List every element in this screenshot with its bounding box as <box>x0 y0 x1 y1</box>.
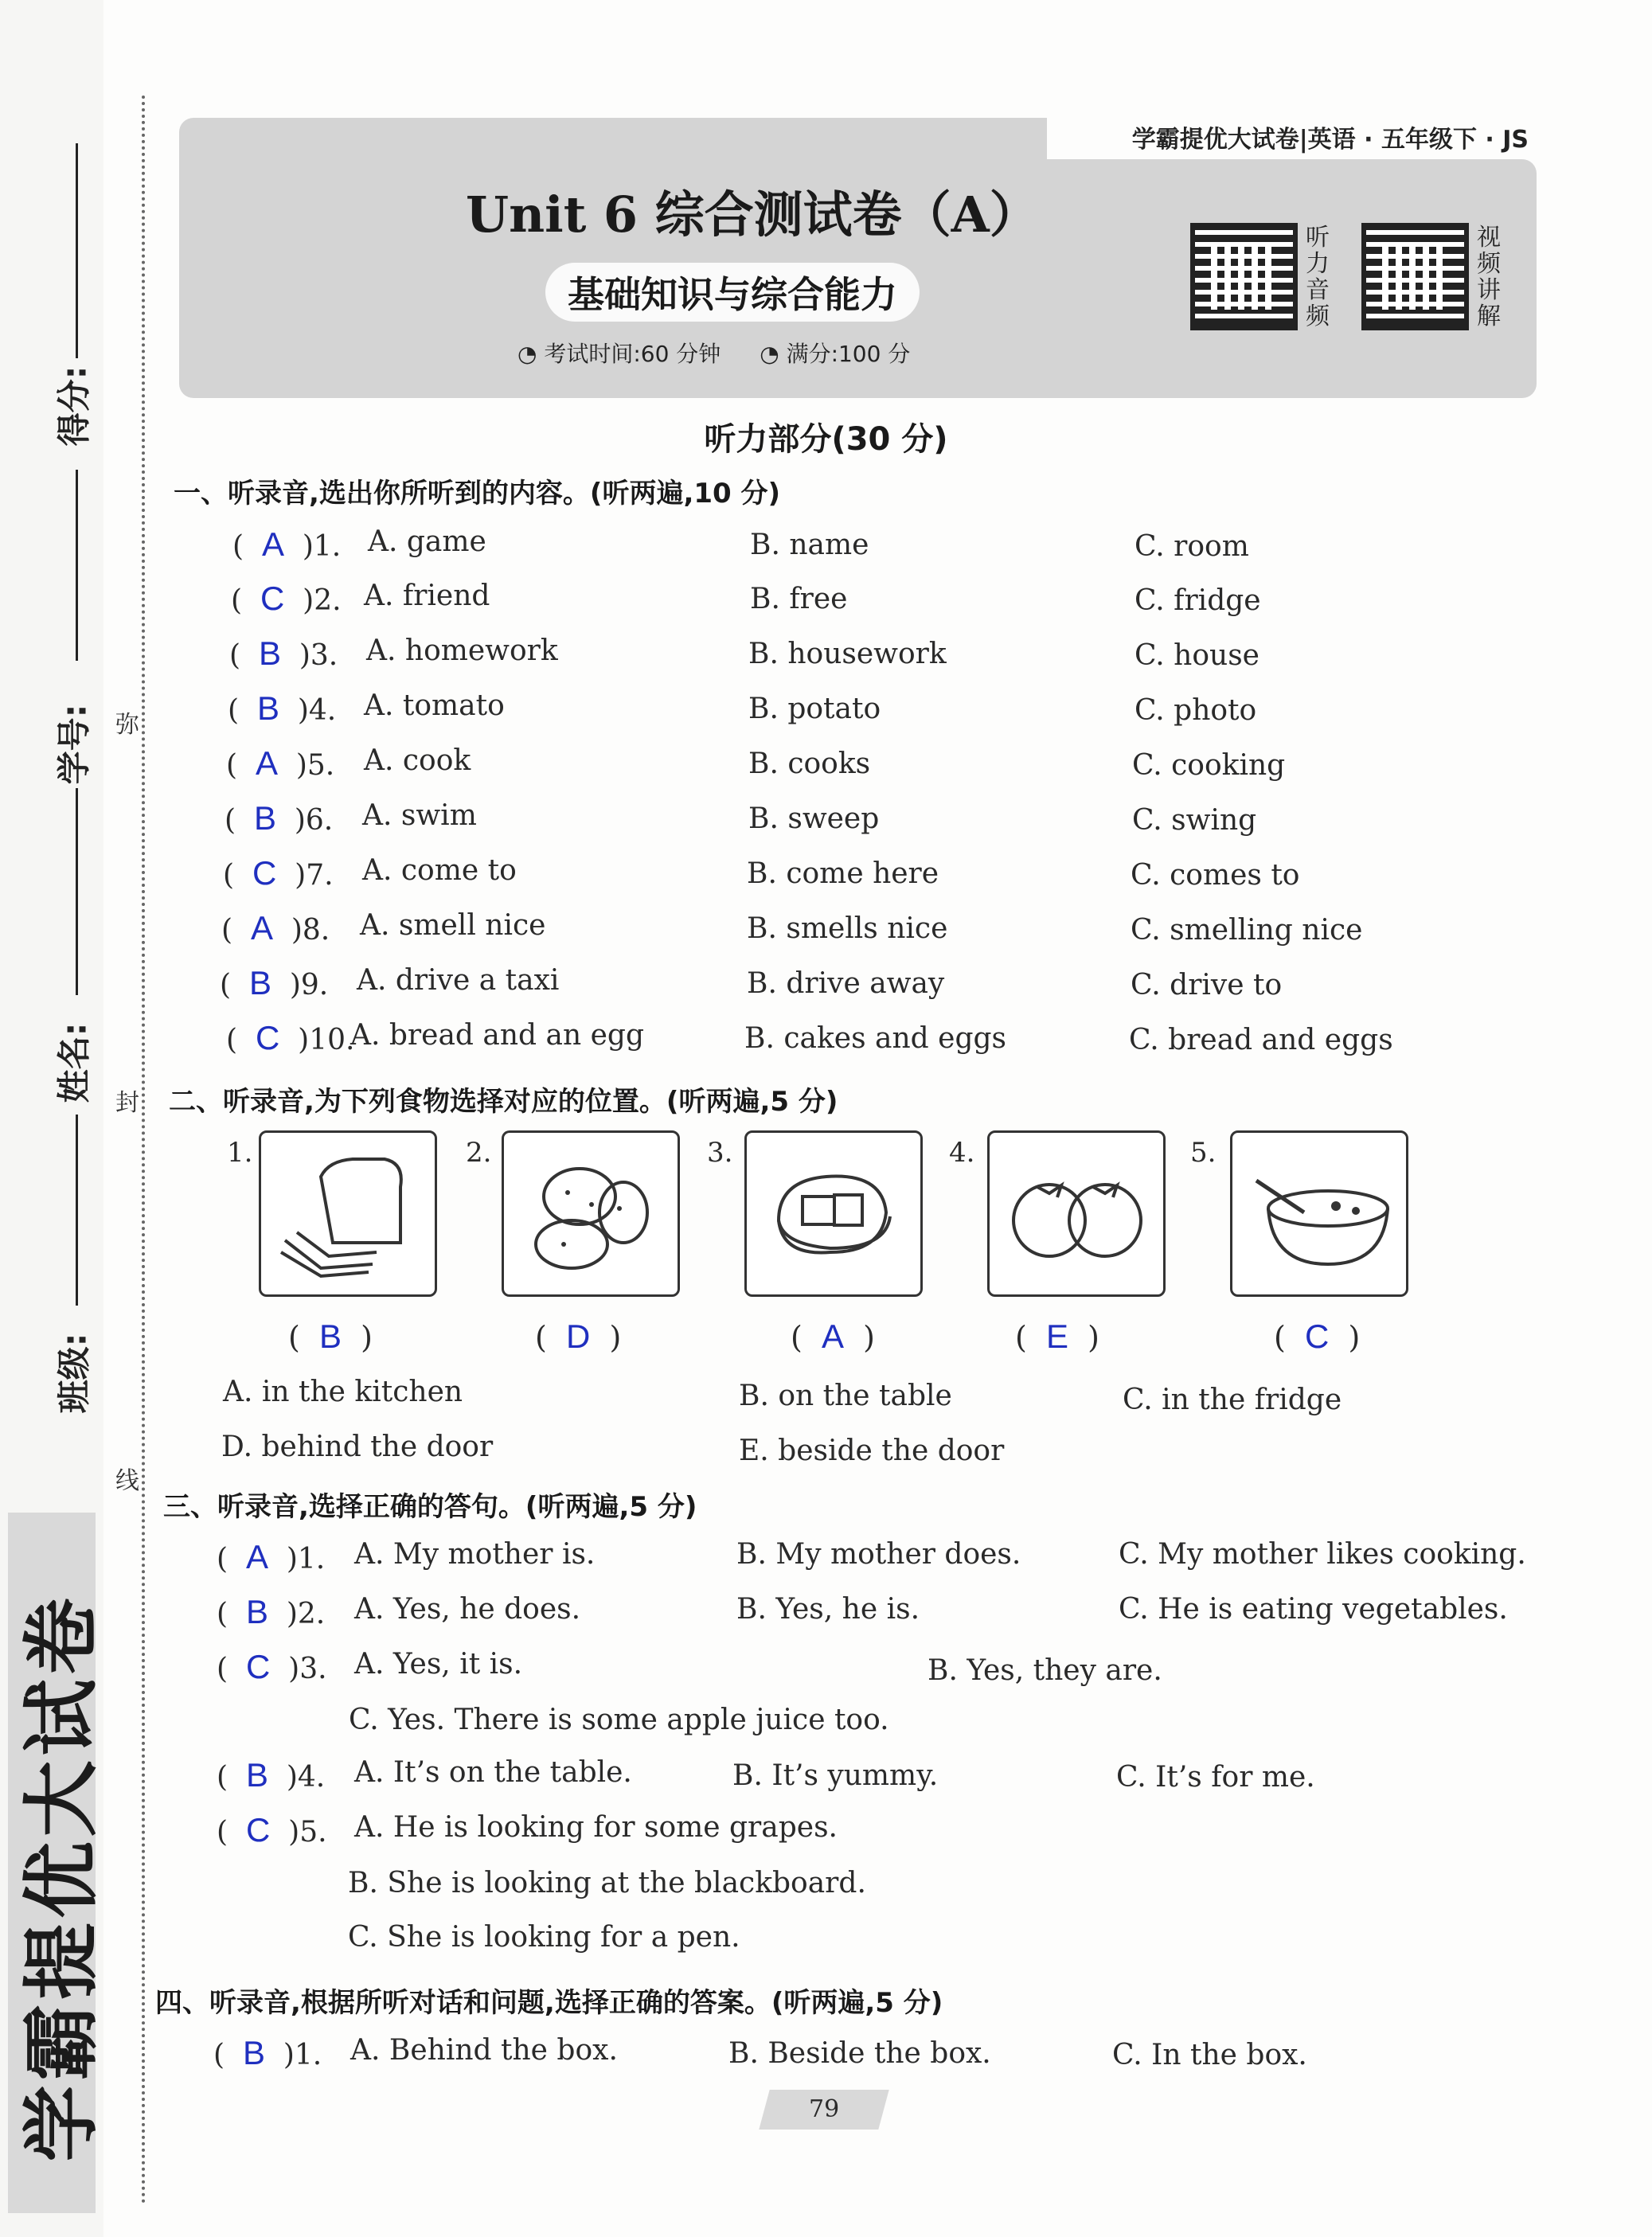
seal-mark-3: 线 <box>115 1467 139 1495</box>
part1-question-2 <box>0 580 1652 627</box>
part3-question-5-c <box>0 1921 1652 1969</box>
part4-heading: 四、听录音,根据所听对话和问题,选择正确的答案。(听两遍,5 分) <box>155 1987 943 2019</box>
part1-question-6 <box>0 799 1652 847</box>
class-label: 班级: <box>54 1333 94 1414</box>
student-no-label: 学号: <box>54 704 94 785</box>
option-b: B. housework <box>748 638 947 670</box>
answer-paren: ( B )1. <box>213 2034 322 2071</box>
part1-question-4 <box>0 689 1652 737</box>
location-option-a: A. in the kitchen <box>223 1376 463 1408</box>
option-a: A. My mother is. <box>354 1538 596 1571</box>
picture-answer-4: ( E ) <box>1015 1318 1099 1355</box>
picture-number: 4. <box>949 1137 975 1169</box>
option-a: A. friend <box>364 580 490 612</box>
part1-heading: 一、听录音,选出你所听到的内容。(听两遍,10 分) <box>174 478 781 509</box>
meat-icon <box>747 1133 920 1294</box>
option-a: A. cook <box>364 744 471 777</box>
location-option-d: D. behind the door <box>221 1431 494 1463</box>
option-c: C. Yes. There is some apple juice too. <box>349 1704 889 1736</box>
picture-meat <box>744 1130 923 1297</box>
option-b: B. drive away <box>747 967 945 1000</box>
class-blank <box>76 1115 78 1306</box>
test-title: Unit 6 综合测试卷（A） <box>466 185 1039 244</box>
option-c: C. My mother likes cooking. <box>1119 1538 1526 1571</box>
option-a: A. Yes, he does. <box>354 1593 581 1626</box>
part3-question-1 <box>0 1538 1652 1586</box>
option-a: A. come to <box>362 854 517 887</box>
option-c: C. drive to <box>1131 969 1283 1001</box>
answer-paren: ( A )1. <box>232 525 342 563</box>
option-c: C. swing <box>1132 804 1257 837</box>
answer-paren: ( B )9. <box>220 964 329 1001</box>
part3-question-3-cont <box>0 1704 1652 1751</box>
option-a: A. smell nice <box>360 909 546 942</box>
picture-answer-5: ( C ) <box>1274 1318 1361 1355</box>
location-option-b: B. on the table <box>739 1380 952 1412</box>
picture-number: 1. <box>227 1137 253 1169</box>
soup-icon <box>1232 1133 1406 1294</box>
option-a: A. Behind the box. <box>350 2034 618 2067</box>
option-a: A. He is looking for some grapes. <box>354 1811 838 1844</box>
option-b: B. come here <box>747 857 939 890</box>
part3-heading: 三、听录音,选择正确的答句。(听两遍,5 分) <box>163 1491 697 1523</box>
part4-question-1 <box>0 2034 1652 2082</box>
picture-number: 3. <box>707 1137 733 1169</box>
picture-bread <box>259 1130 437 1297</box>
answer-paren: ( B )3. <box>229 634 338 672</box>
option-b: B. sweep <box>748 802 880 835</box>
answer-paren: ( A )8. <box>221 909 330 947</box>
picture-potatoes <box>502 1130 680 1297</box>
section-title: 听力部分(30 分) <box>704 421 948 458</box>
option-c: C. house <box>1135 639 1260 672</box>
brand-text: 学霸提优大试卷 <box>17 1593 107 2162</box>
option-c: C. fridge <box>1135 584 1261 617</box>
answer-paren: ( C )10. <box>226 1019 355 1056</box>
score-label: 得分: <box>54 365 94 447</box>
part1-question-8 <box>0 909 1652 957</box>
option-b: B. cooks <box>748 748 871 780</box>
option-c: C. He is eating vegetables. <box>1119 1593 1508 1626</box>
full-score: ◔ 满分:100 分 <box>760 341 911 367</box>
answer-paren: ( C )5. <box>217 1811 327 1849</box>
picture-number: 5. <box>1190 1137 1217 1169</box>
page-number-tab <box>759 2090 888 2130</box>
answer-paren: ( B )2. <box>217 1593 326 1630</box>
answer-paren: ( A )1. <box>217 1538 326 1575</box>
option-a: A. tomato <box>364 689 505 722</box>
test-subtitle: 基础知识与综合能力 <box>545 263 920 322</box>
picture-number: 2. <box>466 1137 492 1169</box>
video-qr-label: 视频讲解 <box>1477 224 1501 330</box>
option-b: B. free <box>750 583 848 615</box>
option-c: C. She is looking for a pen. <box>348 1921 740 1954</box>
video-qr-code[interactable] <box>1361 223 1469 330</box>
part1-question-1 <box>0 525 1652 573</box>
audio-qr-code[interactable] <box>1190 223 1298 330</box>
option-a: A. homework <box>366 634 558 667</box>
answer-paren: ( C )7. <box>223 854 334 892</box>
part3-question-2 <box>0 1593 1652 1641</box>
option-b: B. It’s yummy. <box>732 1759 939 1792</box>
part1-question-9 <box>0 964 1652 1012</box>
option-b: B. smells nice <box>747 912 948 945</box>
option-b: B. cakes and eggs <box>744 1022 1007 1055</box>
location-option-e: E. beside the door <box>739 1435 1005 1467</box>
seal-mark-1: 弥 <box>115 711 139 739</box>
answer-paren: ( C )3. <box>217 1648 327 1685</box>
option-c: C. comes to <box>1131 859 1300 892</box>
answer-paren: ( B )4. <box>217 1756 326 1794</box>
picture-soup <box>1230 1130 1408 1297</box>
answer-paren: ( C )2. <box>231 580 342 617</box>
option-c: C. cooking <box>1132 749 1286 782</box>
answer-paren: ( A )5. <box>226 744 335 782</box>
part3-question-5-b <box>0 1867 1652 1915</box>
option-c: C. bread and eggs <box>1129 1024 1393 1056</box>
part3-question-3 <box>0 1648 1652 1696</box>
picture-answer-2: ( D ) <box>535 1318 622 1355</box>
exam-time: ◔ 考试时间:60 分钟 <box>517 341 721 367</box>
option-b: B. name <box>750 529 869 561</box>
location-option-c: C. in the fridge <box>1123 1384 1342 1416</box>
option-c: C. smelling nice <box>1131 914 1363 947</box>
option-a: A. swim <box>362 799 477 832</box>
tomatoes-icon <box>990 1133 1163 1294</box>
option-c: C. photo <box>1135 694 1257 727</box>
option-a: A. drive a taxi <box>357 964 560 997</box>
option-b: B. My mother does. <box>736 1538 1021 1571</box>
audio-qr-label: 听力音频 <box>1306 224 1330 330</box>
name-label: 姓名: <box>54 1022 94 1103</box>
option-c: C. room <box>1135 530 1249 563</box>
option-a: A. Yes, it is. <box>354 1648 523 1681</box>
picture-tomatoes <box>987 1130 1166 1297</box>
part1-question-10 <box>0 1019 1652 1067</box>
answer-paren: ( B )6. <box>225 799 334 837</box>
option-c: C. In the box. <box>1112 2039 1307 2071</box>
bread-icon <box>261 1133 435 1294</box>
picture-answer-3: ( A ) <box>791 1318 875 1355</box>
option-a: A. bread and an egg <box>350 1019 645 1052</box>
part3-question-4 <box>0 1756 1652 1804</box>
option-b: B. Yes, he is. <box>736 1593 920 1626</box>
picture-answer-1: ( B ) <box>288 1318 373 1355</box>
part2-heading: 二、听录音,为下列食物选择对应的位置。(听两遍,5 分) <box>169 1086 838 1118</box>
seal-mark-2: 封 <box>115 1089 139 1117</box>
option-c: C. It’s for me. <box>1116 1761 1315 1794</box>
option-b: B. potato <box>748 693 881 725</box>
score-blank <box>76 143 78 358</box>
option-a: A. It’s on the table. <box>354 1756 632 1789</box>
part1-question-3 <box>0 634 1652 682</box>
option-b: B. Beside the box. <box>728 2037 991 2070</box>
option-b: B. She is looking at the blackboard. <box>348 1867 866 1899</box>
part3-question-5 <box>0 1811 1652 1859</box>
option-a: A. game <box>368 525 486 558</box>
option-b: B. Yes, they are. <box>928 1654 1162 1687</box>
part1-question-7 <box>0 854 1652 902</box>
series-title: 学霸提优大试卷|英语 · 五年级下 · JS <box>1131 126 1529 154</box>
answer-paren: ( B )4. <box>228 689 337 727</box>
exam-meta <box>517 337 942 369</box>
page-number: 79 <box>808 2095 840 2123</box>
part1-question-5 <box>0 744 1652 792</box>
potatoes-icon <box>504 1133 678 1294</box>
